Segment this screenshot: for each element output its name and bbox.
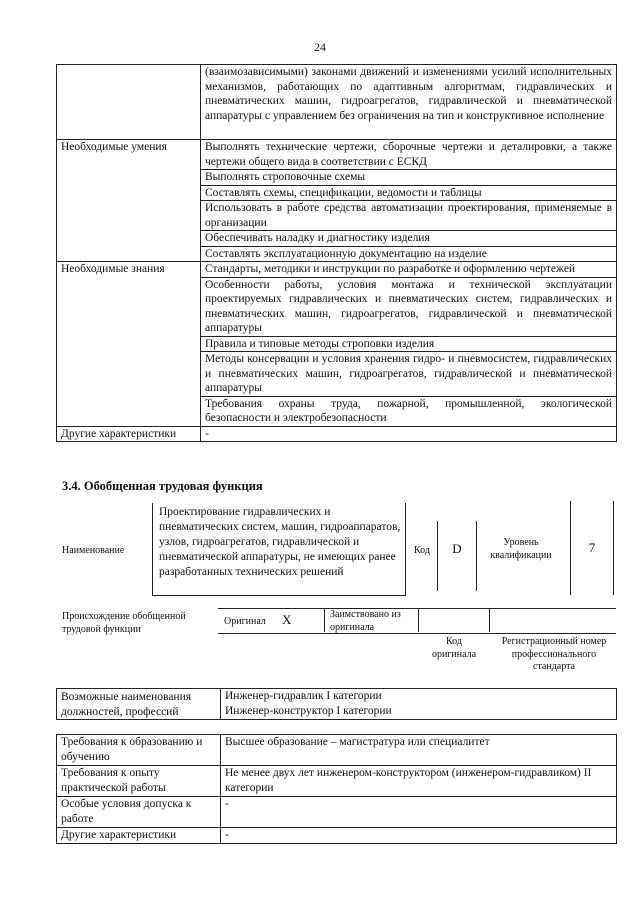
origin-row — [218, 608, 616, 634]
knowledge-item: Методы консервации и условия хранения гидро- и пневмосистем, гидравлических и пневматических машин, гидроагрегатов, гидравлической и пневматической аппаратуры — [201, 352, 617, 397]
requirement-value: - — [221, 797, 617, 828]
skill-item: Выполнять технические чертежи, сборочные чертежи и деталировки, а также чертежи общего вида в соответствии с ЕСКД — [201, 140, 617, 170]
requirement-label: Особые условия допуска к работе — [57, 797, 221, 828]
level-label: Уровень квалификации — [490, 537, 552, 561]
original-label: Оригинал — [224, 616, 266, 627]
level-value: 7 — [588, 540, 596, 555]
other-characteristics-value: - — [201, 426, 617, 442]
knowledge-item: Правила и типовые методы строповки изделия — [201, 336, 617, 352]
position-item: Инженер-гидравлик I категории — [221, 689, 617, 705]
function-name — [152, 503, 406, 596]
requirements-table — [56, 734, 617, 844]
code-original-label: Код оригинала — [431, 636, 477, 660]
code-label: Код — [414, 545, 430, 556]
other-characteristics-label: Другие характеристики — [57, 426, 201, 442]
section-title: 3.4. Обобщенная трудовая функция — [62, 479, 263, 493]
requirement-label: Другие характеристики — [57, 828, 221, 844]
origin-divider — [418, 608, 419, 632]
positions-label: Возможные наименования должностей, профессий — [57, 689, 221, 720]
requirement-label: Требования к образованию и обучению — [57, 735, 221, 766]
code-value: D — [452, 541, 462, 556]
knowledge-item: Стандарты, методики и инструкции по разработке и оформлению чертежей — [201, 262, 617, 278]
origin-label: Происхождение обобщенной трудовой функции — [62, 611, 186, 635]
requirement-value: Не менее двух лет инженером-конструктором (инженером-гидравликом) II категории — [221, 766, 617, 797]
knowledge-item: Особенности работы, условия монтажа и технической эксплуатации проектируемых гидравлических и пневматических систем, гидравлических и пневматических машин, гидроагрегатов, гидравлической и пневматической аппаратуры — [201, 277, 617, 336]
skill-item: Составлять эксплуатационную документацию на изделие — [201, 246, 617, 262]
continued-text: (взаимозависимыми) законами движений и изменениями усилий исполнительных механизмов, работающих по адаптивным алгоритмам, гидравлических и пневматических машин, гидроагрегатов, гидравлической и пневматической аппаратуры с управлением без ограничения на тип и конструктивное исполнение — [201, 65, 617, 140]
knowledge-item: Требования охраны труда, пожарной, промышленной, экологической безопасности и электробезопасности — [201, 396, 617, 426]
skills-label: Необходимые умения — [57, 140, 201, 262]
skill-item: Выполнять строповочные схемы — [201, 170, 617, 186]
requirement-value: Высшее образование – магистратура или специалитет — [221, 735, 617, 766]
knowledge-label: Необходимые знания — [57, 262, 201, 427]
origin-divider — [489, 608, 490, 632]
skill-item: Использовать в работе средства автоматизации проектирования, применяемые в организации — [201, 201, 617, 231]
level-box — [570, 501, 614, 595]
reg-number-label: Регистрационный номер профессионального стандарта — [501, 636, 607, 672]
position-item: Инженер-конструктор I категории — [221, 704, 617, 720]
requirement-label: Требования к опыту практической работы — [57, 766, 221, 797]
skills-table — [56, 64, 617, 442]
page-number: 24 — [314, 40, 326, 54]
borrowed-label: Заимствовано из оригинала — [330, 609, 401, 633]
function-name-text: Проектирование гидравлических и пневматических систем, машин, гидроаппаратов, узлов, гидроагрегатов, гидравлической и пневматической аппаратуры, не имеющих ранее разработанных технических решений — [159, 506, 401, 578]
skill-item: Обеспечивать наладку и диагностику изделия — [201, 231, 617, 247]
requirement-value: - — [221, 828, 617, 844]
skill-item: Составлять схемы, спецификации, ведомости и таблицы — [201, 185, 617, 201]
positions-table — [56, 688, 617, 720]
name-label: Наименование — [62, 545, 125, 556]
table-cell-empty — [57, 65, 201, 140]
origin-divider — [324, 608, 325, 632]
original-mark: X — [282, 612, 292, 627]
code-box — [437, 521, 477, 591]
